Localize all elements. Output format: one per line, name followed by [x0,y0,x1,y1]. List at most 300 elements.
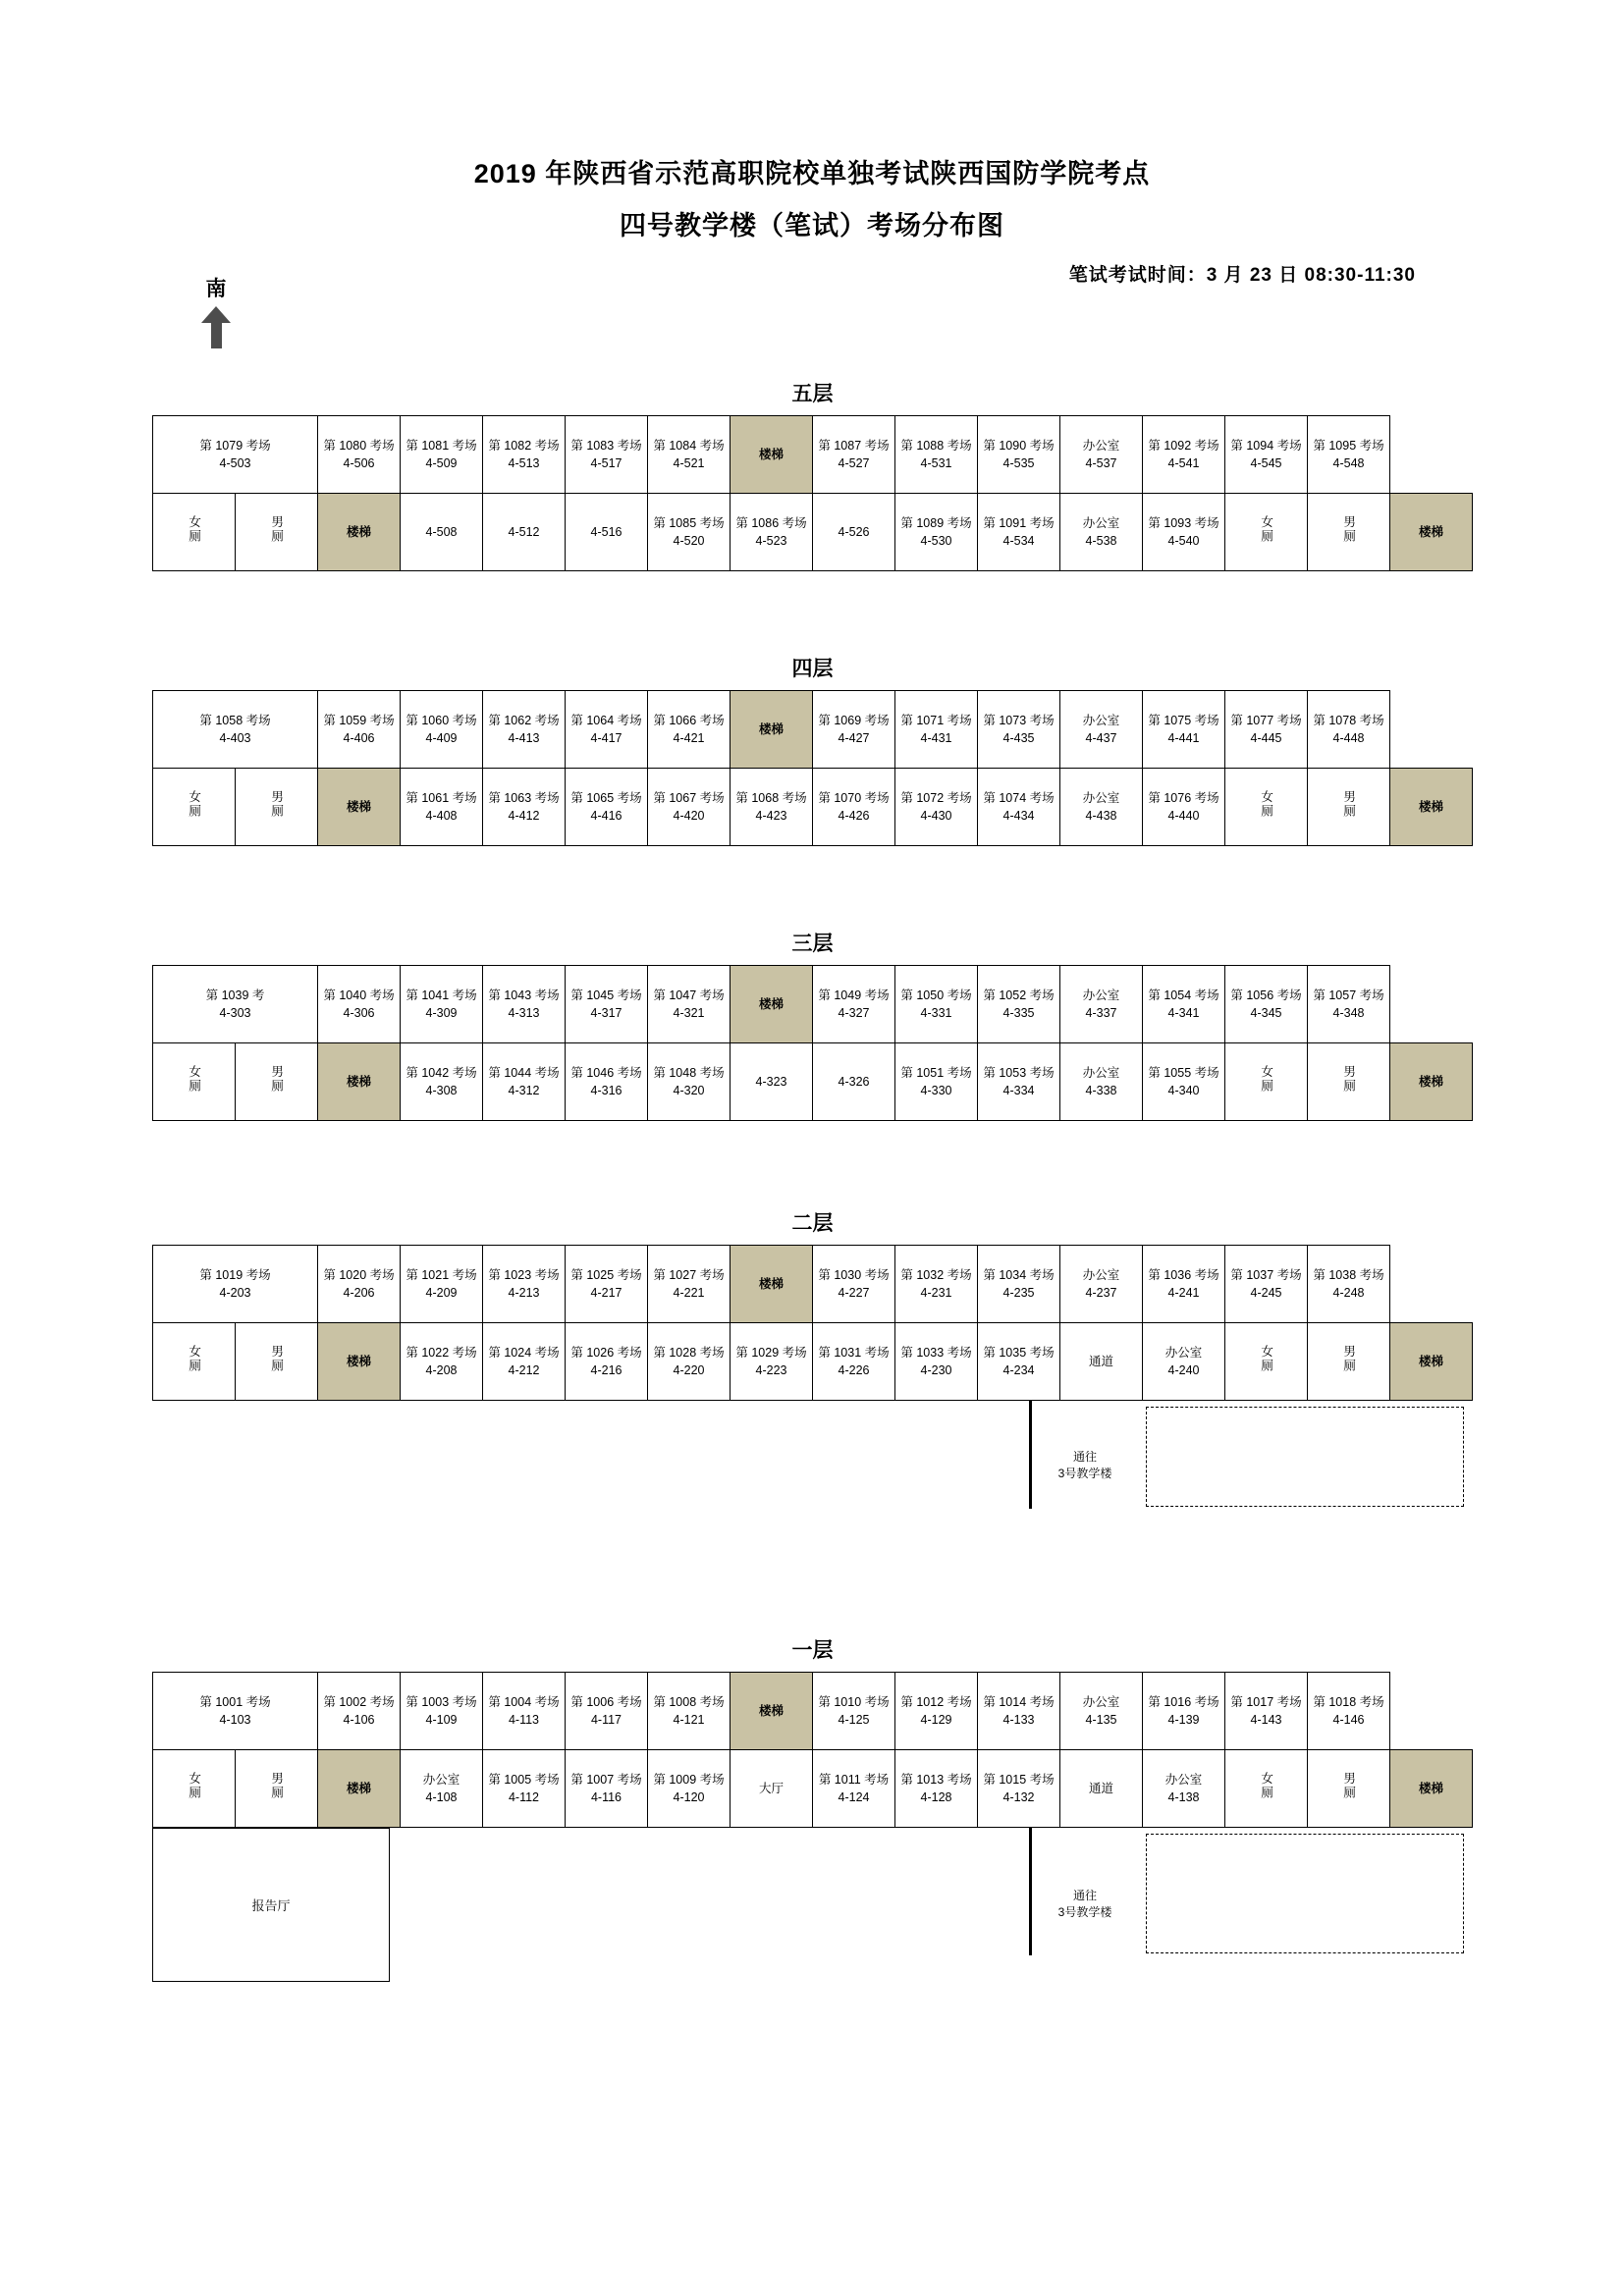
exam-room-cell[interactable] [813,1323,895,1401]
restroom-cell[interactable] [236,769,318,846]
office-cell[interactable] [1060,1043,1143,1121]
exam-room-cell[interactable] [566,769,648,846]
room-label: 第 1048 考场 [653,1065,725,1080]
room-number: 4-413 [508,731,540,745]
exam-room-cell[interactable] [483,1323,566,1401]
exam-room-cell[interactable] [401,1246,483,1323]
stair-cell[interactable] [1390,1043,1473,1121]
exam-room-cell[interactable] [813,1750,895,1828]
room-label: 男厕 [1341,789,1356,819]
room-number: 4-437 [1085,731,1117,745]
exam-room-cell[interactable] [648,966,731,1043]
exam-room-cell[interactable] [648,1323,731,1401]
room-label: 第 1072 考场 [900,790,972,805]
exam-room-cell[interactable] [895,691,978,769]
exam-room-cell[interactable] [895,416,978,494]
room-number: 4-426 [838,809,870,823]
room-label: 女厕 [1259,789,1273,819]
exam-room-cell[interactable] [648,1043,731,1121]
room-label: 第 1029 考场 [735,1345,807,1360]
exam-room-cell[interactable] [566,1043,648,1121]
office-cell[interactable] [401,1750,483,1828]
room-number: 4-117 [590,1713,623,1727]
room-label: 楼梯 [346,524,371,539]
stair-cell[interactable] [731,691,813,769]
stair-cell[interactable] [1390,494,1473,571]
exam-room-cell[interactable] [895,1750,978,1828]
room-cell[interactable] [731,1043,813,1121]
room-number: 4-203 [219,1286,251,1300]
exam-room-cell[interactable] [566,966,648,1043]
room-number: 4-341 [1167,1006,1200,1020]
room-label: 第 1003 考场 [406,1694,477,1709]
room-cell[interactable] [401,494,483,571]
office-cell[interactable] [1143,1750,1225,1828]
exam-room-cell[interactable] [483,1750,566,1828]
restroom-cell[interactable] [1308,769,1390,846]
room-number: 4-313 [508,1006,540,1020]
restroom-cell[interactable] [1225,1043,1308,1121]
floor-row-lower [153,1750,1473,1828]
exam-room-cell[interactable] [813,691,895,769]
exam-room-cell[interactable] [153,416,318,494]
room-number: 4-206 [343,1286,375,1300]
room-label: 第 1023 考场 [488,1267,560,1282]
room-number: 4-106 [343,1713,375,1727]
room-label: 办公室 [1082,1267,1120,1282]
floor-label: 一层 [791,1639,834,1662]
room-number: 4-146 [1332,1713,1365,1727]
room-cell[interactable] [813,1043,895,1121]
room-label: 第 1044 考场 [488,1065,560,1080]
room-number: 4-129 [920,1713,952,1727]
exam-room-cell[interactable] [978,966,1060,1043]
room-number: 4-420 [673,809,705,823]
room-number: 4-406 [343,731,375,745]
room-label: 第 1050 考场 [900,988,972,1002]
room-label: 第 1015 考场 [983,1772,1055,1787]
room-number: 4-223 [755,1363,787,1377]
floor-row-lower [153,1323,1473,1401]
exam-room-cell[interactable] [813,966,895,1043]
restroom-cell[interactable] [153,1750,236,1828]
room-number: 4-503 [219,456,251,470]
room-cell[interactable] [731,1750,813,1828]
room-label: 第 1028 考场 [653,1345,725,1360]
exam-room-cell[interactable] [895,1246,978,1323]
room-number: 4-545 [1250,456,1282,470]
room-label: 第 1021 考场 [406,1267,477,1282]
exam-room-cell[interactable] [1143,966,1225,1043]
room-label: 第 1036 考场 [1148,1267,1219,1282]
room-label: 第 1089 考场 [900,515,972,530]
room-label: 第 1082 考场 [488,438,560,453]
exam-room-cell[interactable] [483,966,566,1043]
room-label: 第 1081 考场 [406,438,477,453]
exam-room-cell[interactable] [566,1673,648,1750]
restroom-cell[interactable] [1308,1323,1390,1401]
room-label: 第 1067 考场 [653,790,725,805]
restroom-cell[interactable] [1225,1323,1308,1401]
floor-row-lower [153,494,1473,571]
exam-room-cell[interactable] [978,1673,1060,1750]
restroom-cell[interactable] [153,1043,236,1121]
exam-room-cell[interactable] [978,691,1060,769]
room-label: 第 1002 考场 [323,1694,395,1709]
room-label: 办公室 [1164,1345,1203,1360]
exam-room-cell[interactable] [731,494,813,571]
room-label: 第 1039 考 [205,988,265,1002]
restroom-cell[interactable] [1308,1043,1390,1121]
exam-room-cell[interactable] [813,416,895,494]
exam-room-cell[interactable] [483,1043,566,1121]
exam-room-cell[interactable] [401,1043,483,1121]
office-cell[interactable] [1060,494,1143,571]
exam-room-cell[interactable] [483,769,566,846]
room-label: 第 1041 考场 [406,988,477,1002]
exam-room-cell[interactable] [978,494,1060,571]
room-number: 4-509 [425,456,458,470]
exam-room-cell[interactable] [648,494,731,571]
exam-time-note: 笔试考试时间：3 月 23 日 08:30-11:30 [1068,265,1416,286]
exam-room-cell[interactable] [483,1246,566,1323]
exam-room-cell[interactable] [566,691,648,769]
room-label: 第 1001 考场 [199,1694,271,1709]
restroom-cell[interactable] [236,1750,318,1828]
restroom-cell[interactable] [236,1323,318,1401]
room-cell[interactable] [566,494,648,571]
room-label: 第 1005 考场 [488,1772,560,1787]
restroom-cell[interactable] [1225,769,1308,846]
stair-cell[interactable] [318,1043,401,1121]
room-label: 第 1032 考场 [900,1267,972,1282]
room-label: 楼梯 [758,447,784,461]
office-cell[interactable] [1060,966,1143,1043]
exam-room-cell[interactable] [318,691,401,769]
floor-block [152,928,1473,1121]
restroom-cell[interactable] [1308,494,1390,571]
room-label: 第 1007 考场 [570,1772,642,1787]
stair-cell[interactable] [1390,769,1473,846]
room-label: 第 1047 考场 [653,988,725,1002]
room-label: 男厕 [269,1771,284,1800]
exam-room-cell[interactable] [1143,416,1225,494]
room-label: 第 1056 考场 [1230,988,1302,1002]
room-label: 第 1020 考场 [323,1267,395,1282]
room-number: 4-521 [673,456,705,470]
exam-room-cell[interactable] [318,416,401,494]
exam-room-cell[interactable] [648,416,731,494]
stair-cell[interactable] [1390,1750,1473,1828]
exam-room-cell[interactable] [978,1043,1060,1121]
exam-room-cell[interactable] [318,1673,401,1750]
exam-room-cell[interactable] [978,416,1060,494]
room-label: 通道 [1088,1354,1113,1368]
room-number: 4-440 [1167,809,1200,823]
exam-room-cell[interactable] [1308,966,1390,1043]
lecture-hall-cell[interactable]: 报告厅 [152,1828,390,1982]
room-number: 4-517 [590,456,623,470]
room-number: 4-209 [425,1286,458,1300]
exam-room-cell[interactable] [1143,1043,1225,1121]
exam-room-cell[interactable] [566,416,648,494]
exam-room-cell[interactable] [978,1750,1060,1828]
room-label: 男厕 [269,1064,284,1094]
exam-room-cell[interactable] [895,494,978,571]
floor-grid [152,690,1473,846]
room-number: 4-237 [1085,1286,1117,1300]
office-cell[interactable] [1060,1673,1143,1750]
exam-room-cell[interactable] [1143,769,1225,846]
exam-room-cell[interactable] [1225,966,1308,1043]
restroom-cell[interactable] [236,494,318,571]
exam-room-cell[interactable] [401,769,483,846]
room-number: 4-108 [425,1790,458,1804]
room-number: 4-120 [673,1790,705,1804]
room-label: 第 1054 考场 [1148,988,1219,1002]
exam-room-cell[interactable] [895,1043,978,1121]
restroom-cell[interactable] [1308,1750,1390,1828]
exam-room-cell[interactable] [813,1673,895,1750]
room-label: 第 1093 考场 [1148,515,1219,530]
exam-room-cell[interactable] [483,691,566,769]
room-label: 楼梯 [1418,1354,1443,1368]
exam-room-cell[interactable] [648,691,731,769]
room-label: 第 1091 考场 [983,515,1055,530]
room-number: 4-531 [920,456,952,470]
office-cell[interactable] [1060,691,1143,769]
office-cell[interactable] [1060,769,1143,846]
room-number: 4-309 [425,1006,458,1020]
room-number: 4-320 [673,1084,705,1097]
room-label: 第 1010 考场 [818,1694,890,1709]
corridor-divider [1029,1828,1032,1955]
room-number: 4-348 [1332,1006,1365,1020]
stair-cell[interactable] [318,494,401,571]
room-label: 第 1057 考场 [1313,988,1384,1002]
room-number: 4-326 [838,1074,870,1089]
room-number: 4-534 [1002,534,1035,548]
exam-room-cell[interactable] [401,1323,483,1401]
room-label: 第 1016 考场 [1148,1694,1219,1709]
annex-block [152,1828,1473,1995]
floor-label: 二层 [791,1212,834,1235]
room-number: 4-227 [838,1286,870,1300]
exam-room-cell[interactable] [731,1323,813,1401]
room-label: 第 1085 考场 [653,515,725,530]
office-cell[interactable] [1143,1323,1225,1401]
room-number: 4-208 [425,1363,458,1377]
room-label: 第 1042 考场 [406,1065,477,1080]
room-label: 第 1063 考场 [488,790,560,805]
room-number: 4-408 [425,809,458,823]
room-number: 4-143 [1250,1713,1282,1727]
room-label: 第 1046 考场 [570,1065,642,1080]
exam-room-cell[interactable] [1308,691,1390,769]
exam-room-cell[interactable] [978,769,1060,846]
stair-cell[interactable] [731,416,813,494]
exam-room-cell[interactable] [895,769,978,846]
room-number: 4-231 [920,1286,952,1300]
exam-room-cell[interactable] [318,1246,401,1323]
exam-room-cell[interactable] [978,1323,1060,1401]
room-label: 男厕 [1341,514,1356,544]
exam-room-cell[interactable] [1225,416,1308,494]
restroom-cell[interactable] [153,494,236,571]
exam-room-cell[interactable] [1308,1246,1390,1323]
room-number: 4-138 [1167,1790,1200,1804]
room-label: 男厕 [1341,1771,1356,1800]
corridor-note: 通往 3号教学楼 [1057,1889,1112,1919]
room-number: 4-241 [1167,1286,1200,1300]
room-number: 4-334 [1002,1084,1035,1097]
room-number: 4-337 [1085,1006,1117,1020]
corridor-cell[interactable] [1060,1323,1143,1401]
floor-grid [152,415,1473,571]
room-label: 第 1066 考场 [653,713,725,727]
room-number: 4-520 [673,534,705,548]
title-block [0,0,1624,242]
exam-room-cell[interactable] [401,691,483,769]
room-label: 第 1090 考场 [983,438,1055,453]
exam-room-cell[interactable] [1225,1246,1308,1323]
stair-cell[interactable] [731,1673,813,1750]
room-number: 4-530 [920,534,952,548]
room-number: 4-434 [1002,809,1035,823]
exam-room-cell[interactable] [978,1246,1060,1323]
room-label: 办公室 [1082,515,1120,530]
room-number: 4-230 [920,1363,952,1377]
room-number: 4-303 [219,1006,251,1020]
stair-cell[interactable] [731,966,813,1043]
room-number: 4-217 [590,1286,623,1300]
restroom-cell[interactable] [153,769,236,846]
exam-room-cell[interactable] [813,1246,895,1323]
room-cell[interactable] [483,494,566,571]
exam-room-cell[interactable] [895,966,978,1043]
exam-room-cell[interactable] [566,1323,648,1401]
room-label: 楼梯 [1418,1781,1443,1795]
exam-room-cell[interactable] [895,1323,978,1401]
exam-room-cell[interactable] [153,1246,318,1323]
exam-room-cell[interactable] [1143,494,1225,571]
stair-cell[interactable] [318,769,401,846]
room-label: 第 1038 考场 [1313,1267,1384,1282]
room-label: 女厕 [187,1771,201,1800]
restroom-cell[interactable] [236,1043,318,1121]
exam-room-cell[interactable] [813,769,895,846]
room-label: 第 1017 考场 [1230,1694,1302,1709]
room-label: 女厕 [187,514,201,544]
corridor-cell[interactable] [1060,1750,1143,1828]
annex-room[interactable] [1146,1407,1464,1507]
room-number: 4-506 [343,456,375,470]
exam-room-cell[interactable] [153,691,318,769]
restroom-cell[interactable] [1225,494,1308,571]
exam-room-cell[interactable] [731,769,813,846]
exam-room-cell[interactable] [566,1750,648,1828]
room-label: 第 1077 考场 [1230,713,1302,727]
exam-room-cell[interactable] [1143,1673,1225,1750]
corridor-note: 通往 3号教学楼 [1057,1450,1112,1480]
room-number: 4-248 [1332,1286,1365,1300]
room-label: 男厕 [269,1344,284,1373]
office-cell[interactable] [1060,416,1143,494]
room-label: 第 1024 考场 [488,1345,560,1360]
annex-room[interactable] [1146,1834,1464,1953]
exam-room-cell[interactable] [483,1673,566,1750]
exam-room-cell[interactable] [318,966,401,1043]
room-number: 4-317 [590,1006,623,1020]
exam-room-cell[interactable] [1225,691,1308,769]
exam-room-cell[interactable] [895,1673,978,1750]
stair-cell[interactable] [731,1246,813,1323]
room-label: 第 1043 考场 [488,988,560,1002]
room-number: 4-512 [508,524,540,539]
exam-room-cell[interactable] [648,769,731,846]
room-label: 第 1086 考场 [735,515,807,530]
restroom-cell[interactable] [1225,1750,1308,1828]
room-cell[interactable] [813,494,895,571]
exam-room-cell[interactable] [1308,416,1390,494]
exam-room-cell[interactable] [1143,1246,1225,1323]
room-number: 4-435 [1002,731,1035,745]
floor-block [152,378,1473,571]
room-label: 办公室 [1082,1694,1120,1709]
exam-room-cell[interactable] [566,1246,648,1323]
restroom-cell[interactable] [153,1323,236,1401]
exam-room-cell[interactable] [483,416,566,494]
stair-cell[interactable] [318,1323,401,1401]
room-label: 第 1071 考场 [900,713,972,727]
exam-room-cell[interactable] [648,1246,731,1323]
room-number: 4-133 [1002,1713,1035,1727]
stair-cell[interactable] [1390,1323,1473,1401]
room-label: 第 1052 考场 [983,988,1055,1002]
exam-room-cell[interactable] [153,966,318,1043]
room-label: 女厕 [1259,1344,1273,1373]
room-label: 第 1083 考场 [570,438,642,453]
exam-room-cell[interactable] [648,1750,731,1828]
room-label: 第 1059 考场 [323,713,395,727]
exam-room-cell[interactable] [401,1673,483,1750]
page-title-line2: 四号教学楼（笔试）考场分布图 [620,211,1004,240]
room-label: 女厕 [187,1064,201,1094]
compass-label: 南 [205,278,227,300]
page-title-line1: 2019 年陕西省示范高职院校单独考试陕西国防学院考点 [473,159,1151,188]
room-number: 4-423 [755,809,787,823]
room-number: 4-113 [508,1713,540,1727]
exam-room-cell[interactable] [648,1673,731,1750]
floor-label: 五层 [791,383,834,405]
stair-cell[interactable] [318,1750,401,1828]
exam-room-cell[interactable] [1225,1673,1308,1750]
exam-room-cell[interactable] [401,966,483,1043]
room-number: 4-306 [343,1006,375,1020]
room-label: 办公室 [1082,790,1120,805]
room-number: 4-327 [838,1006,870,1020]
room-label: 办公室 [1082,438,1120,453]
exam-room-cell[interactable] [401,416,483,494]
room-label: 楼梯 [758,1703,784,1718]
exam-room-cell[interactable] [153,1673,318,1750]
room-number: 4-441 [1167,731,1200,745]
room-label: 办公室 [1164,1772,1203,1787]
exam-room-cell[interactable] [1143,691,1225,769]
exam-room-cell[interactable] [1308,1673,1390,1750]
floor-row-upper [153,1673,1473,1750]
office-cell[interactable] [1060,1246,1143,1323]
